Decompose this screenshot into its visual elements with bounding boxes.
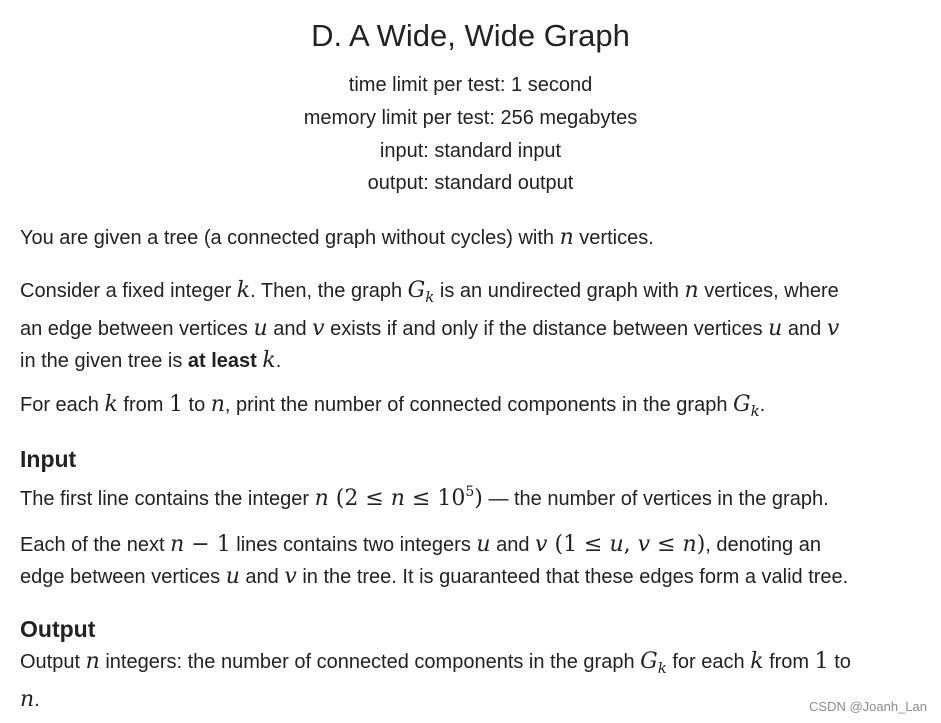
math-symbol: ≤ [577,532,610,557]
output-heading: Output [20,616,96,642]
text: For each [20,394,105,416]
text: . [275,350,282,372]
text: . Then, the graph [250,280,408,302]
math-symbol: , [623,532,638,557]
math-var: k [236,278,251,303]
math-superscript: 5 [465,484,475,500]
math-var: u [253,316,268,341]
math-var: n [684,278,699,303]
text: in the tree. It is guaranteed that these edges form a valid tree. [296,566,849,588]
text: lines contains two integers [230,534,477,556]
math-var: n [390,486,405,511]
text: is an undirected graph with [434,280,685,302]
watermark: CSDN @Joanh_Lan [809,699,927,714]
text: — the number of vertices in the graph. [482,488,829,510]
math-var: v [826,316,840,341]
math-var: n [314,486,329,511]
math-number: 2 [344,486,359,511]
statement-paragraph-2 [20,275,930,377]
math-var: G [407,278,426,303]
text: and [267,318,313,340]
math-symbol: ) [696,532,706,557]
math-var: u [609,532,624,557]
text: vertices. [573,227,654,249]
output-file: output: standard output [367,172,574,194]
math-number: 1 [168,392,183,417]
text: integers: the number of connected components in the graph [99,651,641,673]
math-symbol: ) [474,486,483,511]
text: . [759,394,766,416]
text: , denoting an [705,534,821,556]
math-var: n [170,532,185,557]
statement-paragraph-1 [20,222,930,254]
text: Each of the next [20,534,171,556]
statement-paragraph-3 [20,389,930,427]
math-var: k [750,649,764,674]
math-symbol: ( [547,532,564,557]
math-number: 1 [563,532,578,557]
math-symbol: ( [328,486,345,511]
math-symbol: ≤ [358,486,391,511]
math-subscript: k [425,288,435,306]
text: Consider a fixed integer [20,280,237,302]
text: Output [20,651,86,673]
math-var: v [535,532,548,557]
text: from [117,394,169,416]
text: for each [666,651,751,673]
math-var: G [640,649,658,674]
bold-text: at least [187,350,257,372]
text: The first line contains the integer [20,488,315,510]
math-var: n [20,687,35,712]
text: , print the number of connected components in the graph [224,394,734,416]
text: and [782,318,827,340]
math-var: v [312,316,325,341]
math-var: n [210,392,225,417]
math-subscript: k [657,659,667,677]
input-paragraph-1 [20,477,930,515]
math-var: k [262,348,276,373]
input-heading: Input [20,446,77,472]
math-var: u [768,316,783,341]
text: and [239,566,285,588]
math-subscript: k [750,402,760,420]
output-paragraph-1 [20,646,930,716]
math-var: k [104,392,118,417]
memory-limit: memory limit per test: 256 megabytes [303,107,638,129]
text: exists if and only if the distance between vertices [324,318,769,340]
math-var: n [559,225,574,250]
math-number: 1 [216,532,231,557]
input-file: input: standard input [379,140,562,162]
math-var: n [682,532,697,557]
math-var: v [637,532,651,557]
time-limit: time limit per test: 1 second [348,74,593,96]
input-paragraph-2 [20,529,930,593]
text: in the given tree is [20,350,188,372]
math-var: u [225,564,240,589]
math-symbol: − [184,532,217,557]
text: . [34,689,40,711]
text: from [763,651,815,673]
math-var: G [733,392,751,417]
math-var: u [476,532,491,557]
text: edge between vertices [20,566,226,588]
text: vertices, where [698,280,839,302]
problem-title: D. A Wide, Wide Graph [311,18,630,53]
text: and [490,534,536,556]
text: You are given a tree (a connected graph without cycles) with [20,227,560,249]
text: an edge between vertices [20,318,254,340]
math-var: n [85,649,100,674]
text: to [182,394,211,416]
math-var: v [284,564,297,589]
math-number: 1 [814,649,829,674]
text: to [828,651,851,673]
math-symbol: ≤ [650,532,683,557]
math-number: 10 [437,486,466,511]
math-symbol: ≤ [404,486,438,511]
